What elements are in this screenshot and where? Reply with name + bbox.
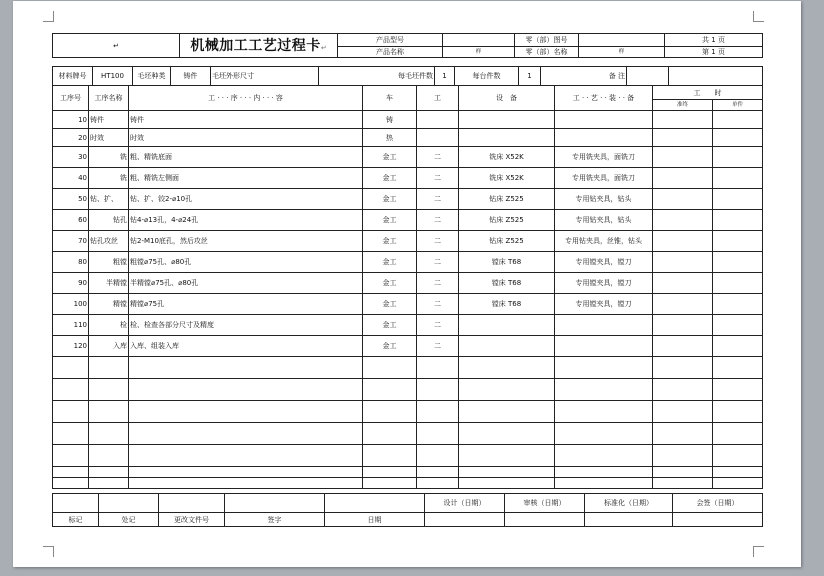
cell-no[interactable] bbox=[53, 357, 89, 379]
cell-no[interactable]: 10 bbox=[53, 111, 89, 129]
review-date-label: 审核（日期） bbox=[505, 494, 585, 513]
cell-hours-prep[interactable] bbox=[653, 111, 713, 129]
cell-section[interactable]: 二 bbox=[417, 147, 459, 168]
cell-content[interactable]: 粗、精铣左侧面 bbox=[129, 168, 363, 189]
table-row bbox=[53, 401, 763, 423]
cell-content[interactable] bbox=[129, 467, 363, 478]
cell-section[interactable] bbox=[417, 357, 459, 379]
col-section: 工 bbox=[417, 86, 459, 111]
cell-name[interactable]: 钻、扩、 bbox=[89, 189, 129, 210]
part-number-label: 零（部）图号 bbox=[515, 34, 579, 47]
table-row bbox=[53, 231, 763, 252]
countersign-date-label: 会签（日期） bbox=[673, 494, 763, 513]
cell-equipment[interactable] bbox=[459, 379, 555, 401]
cell-content[interactable]: 检、检查各部分尺寸及精度 bbox=[129, 315, 363, 336]
cell-section[interactable]: 二 bbox=[417, 168, 459, 189]
cell-name[interactable] bbox=[89, 379, 129, 401]
margin-corner-bottom-right bbox=[753, 546, 764, 557]
cell-section[interactable]: 二 bbox=[417, 210, 459, 231]
cell-section[interactable]: 二 bbox=[417, 315, 459, 336]
cell-tooling[interactable] bbox=[555, 478, 653, 489]
cell-equipment[interactable] bbox=[459, 445, 555, 467]
cell-hours-unit[interactable] bbox=[713, 401, 763, 423]
cell-tooling[interactable] bbox=[555, 467, 653, 478]
table-row bbox=[53, 467, 763, 478]
cell-hours-unit[interactable] bbox=[713, 336, 763, 357]
cell-no[interactable]: 40 bbox=[53, 168, 89, 189]
material-value: HT100 bbox=[93, 67, 133, 86]
mark-label: 标记 bbox=[53, 513, 99, 527]
cell-no[interactable]: 80 bbox=[53, 252, 89, 273]
cell-content[interactable] bbox=[129, 445, 363, 467]
cell-equipment[interactable]: 镗床 T68 bbox=[459, 273, 555, 294]
page-title: 机械加工工艺过程卡 bbox=[190, 37, 321, 54]
cell-tooling[interactable] bbox=[555, 336, 653, 357]
cell-hours-prep[interactable] bbox=[653, 273, 713, 294]
cell-tooling[interactable]: 专用钻夹具，钻头 bbox=[555, 189, 653, 210]
cell-no[interactable] bbox=[53, 467, 89, 478]
cell-name[interactable]: 铸件 bbox=[89, 111, 129, 129]
cell-tooling[interactable]: 专用镗夹具，镗刀 bbox=[555, 273, 653, 294]
sign-label: 签字 bbox=[225, 513, 325, 527]
cell-equipment[interactable] bbox=[459, 357, 555, 379]
table-row bbox=[53, 445, 763, 467]
cell-content[interactable]: 钻4-⌀13孔，4-⌀24孔 bbox=[129, 210, 363, 231]
col-content: 工 · · · 序 · · · 内 · · · 容 bbox=[129, 86, 363, 111]
cell-no[interactable] bbox=[53, 423, 89, 445]
cell-workshop[interactable]: 金工 bbox=[363, 252, 417, 273]
table-row bbox=[53, 336, 763, 357]
cell-equipment[interactable] bbox=[459, 401, 555, 423]
cell-content[interactable]: 粗、精铣底面 bbox=[129, 147, 363, 168]
blanks-per-value: 1 bbox=[435, 67, 455, 86]
cell-no[interactable] bbox=[53, 445, 89, 467]
design-date-label: 设计（日期） bbox=[425, 494, 505, 513]
table-row bbox=[53, 478, 763, 489]
cell-equipment[interactable]: 铣床 X52K bbox=[459, 168, 555, 189]
cell-hours-prep[interactable] bbox=[653, 252, 713, 273]
signature-table bbox=[52, 493, 763, 527]
cell-equipment[interactable] bbox=[459, 478, 555, 489]
cell-hours-unit[interactable] bbox=[713, 231, 763, 252]
cell-workshop[interactable]: 金工 bbox=[363, 273, 417, 294]
cell-section[interactable]: 二 bbox=[417, 336, 459, 357]
cell-workshop[interactable] bbox=[363, 467, 417, 478]
product-model-label: 产品型号 bbox=[338, 34, 443, 47]
cell-no[interactable]: 30 bbox=[53, 147, 89, 168]
cell-name[interactable]: 时效 bbox=[89, 129, 129, 147]
col-tooling: 工 · · 艺 · · 装 · · 备 bbox=[555, 86, 653, 111]
table-row bbox=[53, 189, 763, 210]
cell-name[interactable]: 半精镗 bbox=[89, 273, 129, 294]
col-equipment: 设 备 bbox=[459, 86, 555, 111]
cell-content[interactable]: 半精镗⌀75孔、⌀80孔 bbox=[129, 273, 363, 294]
margin-corner-bottom-left bbox=[43, 546, 54, 557]
cell-hours-unit[interactable] bbox=[713, 111, 763, 129]
cell-equipment[interactable]: 钻床 Z525 bbox=[459, 231, 555, 252]
cell-equipment[interactable]: 镗床 T68 bbox=[459, 252, 555, 273]
cell-content[interactable]: 入库、组装入库 bbox=[129, 336, 363, 357]
cell-equipment[interactable] bbox=[459, 129, 555, 147]
cell-tooling[interactable]: 专用镗夹具，镗刀 bbox=[555, 252, 653, 273]
note-value[interactable] bbox=[627, 67, 669, 86]
cell-workshop[interactable]: 金工 bbox=[363, 189, 417, 210]
cell-hours-prep[interactable] bbox=[653, 379, 713, 401]
sample-label-1: 样 bbox=[443, 47, 515, 58]
pieces-per-label: 每台件数 bbox=[455, 67, 519, 86]
cell-section[interactable] bbox=[417, 478, 459, 489]
cell-name[interactable] bbox=[89, 445, 129, 467]
material-row-table bbox=[52, 66, 763, 86]
cell-workshop[interactable]: 金工 bbox=[363, 210, 417, 231]
cell-workshop[interactable] bbox=[363, 478, 417, 489]
cell-hours-unit[interactable] bbox=[713, 210, 763, 231]
table-row bbox=[53, 273, 763, 294]
cell-section[interactable] bbox=[417, 423, 459, 445]
col-op-name: 工序名称 bbox=[89, 86, 129, 111]
cell-equipment[interactable]: 钻床 Z525 bbox=[459, 189, 555, 210]
cell-hours-prep[interactable] bbox=[653, 445, 713, 467]
cell-name[interactable]: 铣 bbox=[89, 168, 129, 189]
cell-content[interactable] bbox=[129, 478, 363, 489]
cell-name[interactable] bbox=[89, 357, 129, 379]
col-workshop: 车 bbox=[363, 86, 417, 111]
table-row bbox=[53, 315, 763, 336]
table-row bbox=[53, 111, 763, 129]
cell-workshop[interactable]: 金工 bbox=[363, 231, 417, 252]
cell-workshop[interactable]: 热 bbox=[363, 129, 417, 147]
cell-equipment[interactable] bbox=[459, 336, 555, 357]
cell-tooling[interactable]: 专用铣夹具，面铣刀 bbox=[555, 147, 653, 168]
cell-equipment[interactable] bbox=[459, 467, 555, 478]
cell-workshop[interactable] bbox=[363, 445, 417, 467]
cell-name[interactable]: 入库 bbox=[89, 336, 129, 357]
cell-hours-unit[interactable] bbox=[713, 168, 763, 189]
cell-hours-prep[interactable] bbox=[653, 423, 713, 445]
standard-date-label: 标准化（日期） bbox=[585, 494, 673, 513]
cell-section[interactable] bbox=[417, 467, 459, 478]
table-row bbox=[53, 129, 763, 147]
cell-content[interactable] bbox=[129, 357, 363, 379]
blank-type-label: 毛坯种类 bbox=[133, 67, 171, 86]
cell-name[interactable] bbox=[89, 401, 129, 423]
cell-section[interactable]: 二 bbox=[417, 294, 459, 315]
cell-equipment[interactable] bbox=[459, 423, 555, 445]
cell-hours-unit[interactable] bbox=[713, 273, 763, 294]
cell-hours-unit[interactable] bbox=[713, 445, 763, 467]
cell-hours-prep[interactable] bbox=[653, 357, 713, 379]
cell-workshop[interactable]: 金工 bbox=[363, 315, 417, 336]
cell-hours-unit[interactable] bbox=[713, 423, 763, 445]
cell-tooling[interactable]: 专用铣夹具，面铣刀 bbox=[555, 168, 653, 189]
cell-hours-prep[interactable] bbox=[653, 147, 713, 168]
note-label: 备 注 bbox=[541, 67, 627, 86]
table-row bbox=[53, 294, 763, 315]
cell-hours-unit[interactable] bbox=[713, 379, 763, 401]
cell-hours-prep[interactable] bbox=[653, 189, 713, 210]
cell-tooling[interactable] bbox=[555, 423, 653, 445]
cell-section[interactable] bbox=[417, 379, 459, 401]
cell-hours-unit[interactable] bbox=[713, 147, 763, 168]
cell-workshop[interactable] bbox=[363, 357, 417, 379]
cell-tooling[interactable] bbox=[555, 379, 653, 401]
col-op-no: 工序号 bbox=[53, 86, 89, 111]
document-page bbox=[13, 1, 801, 567]
cell-workshop[interactable] bbox=[363, 401, 417, 423]
margin-corner-top-left bbox=[43, 11, 54, 22]
cell-hours-prep[interactable] bbox=[653, 315, 713, 336]
cell-tooling[interactable]: 专用钻夹具，钻头 bbox=[555, 210, 653, 231]
cell-content[interactable]: 铸件 bbox=[129, 111, 363, 129]
cell-name[interactable] bbox=[89, 467, 129, 478]
cell-equipment[interactable]: 钻床 Z525 bbox=[459, 210, 555, 231]
cell-no[interactable] bbox=[53, 379, 89, 401]
cell-equipment[interactable] bbox=[459, 111, 555, 129]
cell-name[interactable]: 钻孔攻丝 bbox=[89, 231, 129, 252]
cell-workshop[interactable]: 铸 bbox=[363, 111, 417, 129]
cell-hours-prep[interactable] bbox=[653, 478, 713, 489]
cell-hours-unit[interactable] bbox=[713, 189, 763, 210]
cell-content[interactable] bbox=[129, 379, 363, 401]
cell-no[interactable]: 110 bbox=[53, 315, 89, 336]
cell-hours-prep[interactable] bbox=[653, 210, 713, 231]
cell-hours-prep[interactable] bbox=[653, 231, 713, 252]
cell-tooling[interactable]: 专用钻夹具，丝锥，钻头 bbox=[555, 231, 653, 252]
blank-type-value: 铸件 bbox=[171, 67, 211, 86]
cell-no[interactable]: 50 bbox=[53, 189, 89, 210]
cell-hours-prep[interactable] bbox=[653, 467, 713, 478]
cell-workshop[interactable]: 金工 bbox=[363, 294, 417, 315]
cell-hours-unit[interactable] bbox=[713, 357, 763, 379]
cell-no[interactable] bbox=[53, 478, 89, 489]
place-label: 处记 bbox=[99, 513, 159, 527]
table-row bbox=[53, 210, 763, 231]
cell-section[interactable]: 二 bbox=[417, 189, 459, 210]
cell-tooling[interactable] bbox=[555, 357, 653, 379]
page-number-value: 1 bbox=[711, 48, 716, 56]
header-left-mark: ↵ bbox=[53, 34, 180, 58]
cell-name[interactable]: 检 bbox=[89, 315, 129, 336]
cell-hours-prep[interactable] bbox=[653, 401, 713, 423]
table-row bbox=[53, 252, 763, 273]
cell-hours-prep[interactable] bbox=[653, 294, 713, 315]
cell-no[interactable]: 70 bbox=[53, 231, 89, 252]
cell-content[interactable] bbox=[129, 401, 363, 423]
cell-hours-unit[interactable] bbox=[713, 129, 763, 147]
cell-no[interactable]: 60 bbox=[53, 210, 89, 231]
material-label: 材料牌号 bbox=[53, 67, 93, 86]
cell-section[interactable] bbox=[417, 111, 459, 129]
table-row bbox=[53, 423, 763, 445]
cell-content[interactable]: 精镗⌀75孔 bbox=[129, 294, 363, 315]
cell-hours-unit[interactable] bbox=[713, 315, 763, 336]
cell-tooling[interactable] bbox=[555, 315, 653, 336]
cell-section[interactable] bbox=[417, 129, 459, 147]
cell-tooling[interactable] bbox=[555, 129, 653, 147]
cell-content[interactable]: 钻2-M10底孔，然后攻丝 bbox=[129, 231, 363, 252]
part-name-label: 零（部）名称 bbox=[515, 47, 579, 58]
cell-equipment[interactable] bbox=[459, 315, 555, 336]
cell-workshop[interactable] bbox=[363, 423, 417, 445]
pieces-per-value: 1 bbox=[519, 67, 541, 86]
cell-section[interactable]: 二 bbox=[417, 252, 459, 273]
col-hours-unit: 单件 bbox=[713, 100, 763, 111]
cell-hours-prep[interactable] bbox=[653, 168, 713, 189]
cell-name[interactable]: 铣 bbox=[89, 147, 129, 168]
table-row bbox=[53, 168, 763, 189]
total-pages-value: 1 bbox=[711, 36, 716, 44]
cell-hours-unit[interactable] bbox=[713, 252, 763, 273]
cell-no[interactable]: 100 bbox=[53, 294, 89, 315]
cell-workshop[interactable]: 金工 bbox=[363, 168, 417, 189]
cell-hours-unit[interactable] bbox=[713, 467, 763, 478]
cell-equipment[interactable]: 镗床 T68 bbox=[459, 294, 555, 315]
cell-hours-unit[interactable] bbox=[713, 478, 763, 489]
cell-workshop[interactable]: 金工 bbox=[363, 336, 417, 357]
cell-no[interactable] bbox=[53, 401, 89, 423]
cell-tooling[interactable] bbox=[555, 445, 653, 467]
cell-no[interactable]: 90 bbox=[53, 273, 89, 294]
col-hours-prep: 准终 bbox=[653, 100, 713, 111]
cell-content[interactable]: 粗镗⌀75孔、⌀80孔 bbox=[129, 252, 363, 273]
cell-hours-prep[interactable] bbox=[653, 336, 713, 357]
cell-name[interactable]: 粗镗 bbox=[89, 252, 129, 273]
margin-corner-top-right bbox=[753, 11, 764, 22]
product-name-label: 产品名称 bbox=[338, 47, 443, 58]
cell-workshop[interactable]: 金工 bbox=[363, 147, 417, 168]
part-number-value[interactable] bbox=[579, 34, 665, 47]
change-doc-label: 更改文件号 bbox=[159, 513, 225, 527]
cell-section[interactable] bbox=[417, 445, 459, 467]
cell-section[interactable]: 二 bbox=[417, 231, 459, 252]
table-row bbox=[53, 147, 763, 168]
product-model-value[interactable] bbox=[443, 34, 515, 47]
blank-size-label: 毛坯外形尺寸 bbox=[211, 67, 319, 86]
cell-name[interactable]: 钻孔 bbox=[89, 210, 129, 231]
col-hours: 工 时 bbox=[653, 86, 763, 100]
cell-section[interactable]: 二 bbox=[417, 273, 459, 294]
cell-no[interactable]: 20 bbox=[53, 129, 89, 147]
cell-no[interactable]: 120 bbox=[53, 336, 89, 357]
table-row bbox=[53, 357, 763, 379]
table-row bbox=[53, 379, 763, 401]
cell-tooling[interactable]: 专用镗夹具，镗刀 bbox=[555, 294, 653, 315]
cell-name[interactable] bbox=[89, 478, 129, 489]
date-label: 日期 bbox=[325, 513, 425, 527]
sample-label-2: 样 bbox=[579, 47, 665, 58]
cell-content[interactable] bbox=[129, 423, 363, 445]
cell-workshop[interactable] bbox=[363, 379, 417, 401]
cell-section[interactable] bbox=[417, 401, 459, 423]
cell-tooling[interactable] bbox=[555, 401, 653, 423]
cell-name[interactable] bbox=[89, 423, 129, 445]
cell-content[interactable]: 时效 bbox=[129, 129, 363, 147]
blanks-per-label: 每毛坯件数 bbox=[319, 67, 435, 86]
process-table bbox=[52, 85, 763, 489]
cell-hours-unit[interactable] bbox=[713, 294, 763, 315]
cell-hours-prep[interactable] bbox=[653, 129, 713, 147]
header-table: ↵ 机械加工工艺过程卡↵ 产品型号 零（部）图号 共 1 页 产品名称 样 零（部）名称 样 第 1 页 bbox=[52, 33, 763, 58]
note-extra[interactable] bbox=[669, 67, 763, 86]
cell-equipment[interactable]: 铣床 X52K bbox=[459, 147, 555, 168]
cell-content[interactable]: 钻、扩、铰2-⌀10孔 bbox=[129, 189, 363, 210]
cell-name[interactable]: 精镗 bbox=[89, 294, 129, 315]
cell-tooling[interactable] bbox=[555, 111, 653, 129]
